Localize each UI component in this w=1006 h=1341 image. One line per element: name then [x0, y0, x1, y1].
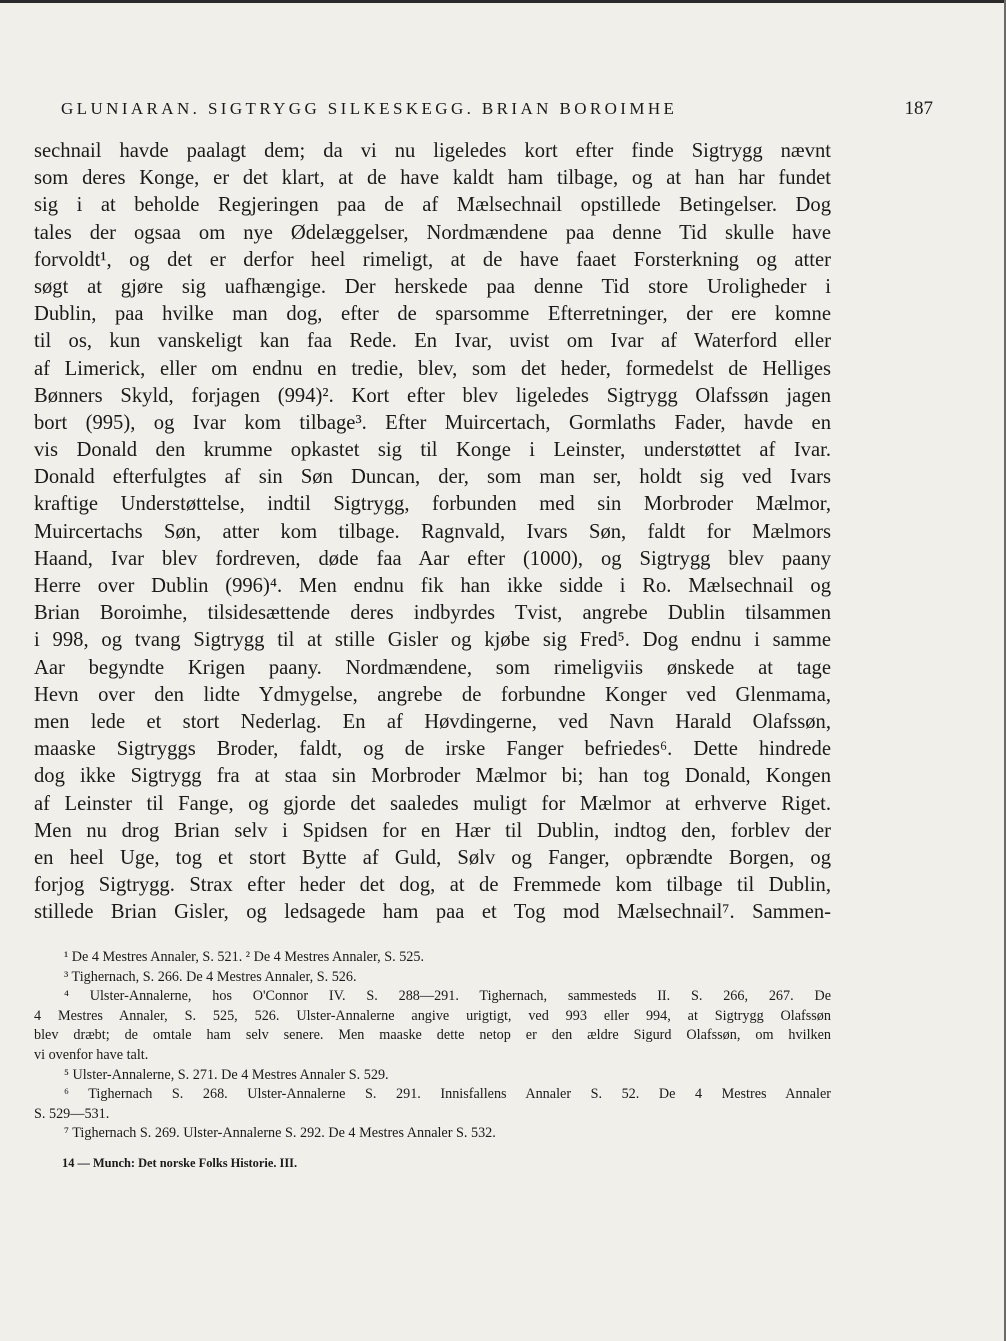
body-line: sig i at beholde Regjeringen paa de af Mælsechnail opstillede Betingelser. Dog: [34, 194, 831, 217]
body-line: til os, kun vanskeligt kan faa Rede. En Ivar, uvist om Ivar af Waterford eller: [34, 330, 831, 353]
body-line: af Leinster til Fange, og gjorde det saaledes muligt for Mælmor at erhverve Riget.: [34, 792, 831, 815]
footnote-line: ¹ De 4 Mestres Annaler, S. 521. ² De 4 Mestres Annaler, S. 525.: [64, 949, 425, 965]
footnote-line: blev dræbt; de omtale ham selv senere. Men maaske dette netop er den ældre Sigurd Olafssøn, om hvilken: [34, 1027, 831, 1044]
printer-signature: 14 — Munch: Det norske Folks Historie. III.: [62, 1156, 298, 1170]
body-line: forjog Sigtrygg. Strax efter heder det dog, at de Fremmede kom tilbage til Dublin,: [34, 874, 831, 897]
page-top-edge: [0, 0, 1006, 3]
body-line: Brian Boroimhe, tilsidesættende deres indbyrdes Tvist, angrebe Dublin tilsammen: [34, 602, 831, 625]
body-line: som deres Konge, er det klart, at de have kaldt ham tilbage, og at han har fundet: [34, 167, 831, 190]
footnote-line: S. 529—531.: [34, 1105, 110, 1122]
body-line: Muircertachs Søn, atter kom tilbage. Ragnvald, Ivars Søn, faldt for Mælmors: [34, 520, 831, 543]
page-number: 187: [904, 98, 933, 119]
running-title: GLUNIARAN. SIGTRYGG SILKESKEGG. BRIAN BOROIMHE: [61, 99, 678, 118]
body-line: kraftige Understøttelse, indtil Sigtrygg, forbunden med sin Morbroder Mælmor,: [34, 493, 831, 516]
body-line: bort (995), og Ivar kom tilbage³. Efter Muircertach, Gormlaths Fader, havde en: [34, 411, 831, 434]
footnotes: [34, 948, 831, 1144]
footnote-line: vi ovenfor have talt.: [34, 1046, 149, 1063]
body-line: Herre over Dublin (996)⁴. Men endnu fik han ikke sidde i Ro. Mælsechnail og: [34, 575, 831, 597]
body-text: [34, 138, 831, 926]
body-line: af Limerick, eller om endnu en tredie, blev, som det heder, formedelst de Helliges: [34, 357, 831, 380]
body-line: Dublin, paa hvilke man dog, efter de sparsomme Efterretninger, der ere komne: [34, 303, 831, 326]
running-header: [61, 96, 933, 122]
body-line: men lede et stort Nederlag. En af Høvdingerne, ved Navn Harald Olafssøn,: [34, 710, 831, 733]
body-line: i 998, og tvang Sigtrygg til at stille Gisler og kjøbe sig Fred⁵. Dog endnu i samme: [34, 629, 831, 652]
body-line: sechnail havde paalagt dem; da vi nu ligeledes kort efter finde Sigtrygg nævnt: [34, 140, 831, 162]
body-line: søgt at gjøre sig uafhængige. Der herskede paa denne Tid store Uroligheder i: [34, 275, 831, 298]
body-line: dog ikke Sigtrygg fra at staa sin Morbroder Mælmor bi; han tog Donald, Kongen: [34, 765, 831, 788]
body-line: Bønners Skyld, forjagen (994)². Kort efter blev ligeledes Sigtrygg Olafssøn jagen: [34, 384, 831, 407]
body-line: stillede Brian Gisler, og ledsagede ham paa et Tog mod Mælsechnail⁷. Sammen-: [34, 901, 831, 924]
body-line: en heel Uge, tog et stort Bytte af Guld, Sølv og Fanger, opbrændte Borgen, og: [34, 846, 831, 869]
body-line: Haand, Ivar blev fordreven, døde faa Aar efter (1000), og Sigtrygg blev paany: [34, 547, 831, 570]
footnote-line: ³ Tighernach, S. 266. De 4 Mestres Annaler, S. 526.: [64, 968, 357, 985]
body-line: Aar begyndte Krigen paany. Nordmændene, som rimeligviis ønskede at tage: [34, 656, 831, 679]
body-line: Hevn over den lidte Ydmygelse, angrebe de forbundne Konger ved Glenmama,: [34, 683, 831, 706]
body-line: forvoldt¹, og det er derfor heel rimeligt, at de have faaet Forsterkning og atter: [34, 248, 831, 271]
footnote-line: ⁴ Ulster-Annalerne, hos O'Connor IV. S. 288—291. Tighernach, sammesteds II. S. 266, 267. De: [64, 988, 831, 1005]
body-line: Donald efterfulgtes af sin Søn Duncan, der, som man ser, holdt sig ved Ivars: [34, 466, 831, 489]
footnote-line: ⁵ Ulster-Annalerne, S. 271. De 4 Mestres Annaler S. 529.: [64, 1066, 389, 1083]
body-line: maaske Sigtryggs Broder, faldt, og de irske Fanger befriedes⁶. Dette hindrede: [34, 738, 831, 761]
body-line: Men nu drog Brian selv i Spidsen for en Hær til Dublin, indtog den, forblev der: [34, 819, 831, 842]
footnote-line: ⁶ Tighernach S. 268. Ulster-Annalerne S. 291. Innisfallens Annaler S. 52. De 4 Mestres Annaler: [64, 1086, 831, 1103]
footnote-line: 4 Mestres Annaler, S. 525, 526. Ulster-Annalerne angive urigtigt, ved 993 eller 994, at Sigtrygg Olafssøn: [34, 1007, 831, 1024]
footnote-line: ⁷ Tighernach S. 269. Ulster-Annalerne S. 292. De 4 Mestres Annaler S. 532.: [64, 1125, 496, 1142]
body-line: tales der ogsaa om nye Ødelæggelser, Nordmændene paa denne Tid skulle have: [34, 221, 831, 244]
body-line: vis Donald den krumme opkastet sig til Konge i Leinster, understøttet af Ivar.: [34, 439, 831, 462]
